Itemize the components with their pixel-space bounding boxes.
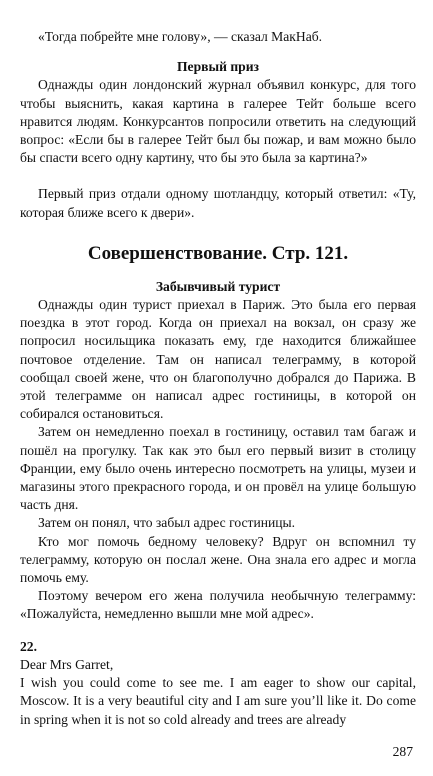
top-quote: «Тогда побрейте мне голову», — сказал МакНаб. — [38, 29, 323, 44]
letter-body: I wish you could come to see me. I am eager to show our capital, Moscow. It is a very beautiful city and I am sure you’ll like it. Do come in spring when it is not so cold already and trees are already — [20, 675, 416, 727]
page-content — [20, 28, 416, 729]
story-paragraph: Кто мог помочь бедному человеку? Вдруг он вспомнил ту телеграмму, которую он послал жене. Она знала его адрес и могла помочь ему. — [20, 533, 416, 586]
section-heading: Совершенствование. Стр. 121. — [87, 242, 349, 264]
story-paragraph: Однажды один турист приехал в Париж. Это была его первая поездка в этот город. Когда он приехал на вокзал, он сразу же попросил носильщика показать ему, где находится ближайшее почтовое отделение. Там он написал телеграмму, в которой сообщал своей жене, что он благополучно добрался до Парижа. В этой телеграмме он написал адрес гостиницы, в которой он собирался остановиться. — [20, 297, 416, 422]
page-number: 287 — [392, 744, 413, 759]
first-prize-paragraph: Однажды один лондонский журнал объявил конкурс, для того чтобы выяснить, какая картина в галерее Тейт больше всего нравится людям. Конкурсантов попросили ответить на следующий вопрос: «Если бы в галерее Тейт был бы пожар, и вам можно было бы спасти всего одну картину, что бы это была за картина?» — [20, 77, 416, 166]
story-paragraph: Затем он немедленно поехал в гостиницу, оставил там багаж и пошёл на прогулку. Так как это был его первый визит в столицу Франции, ему было очень интересно посмотреть на улицы, музеи и магазины этого прекрасного города, и он провёл на улице большую часть дня. — [20, 424, 416, 513]
story-paragraph: Поэтому вечером его жена получила необычную телеграмму: «Пожалуйста, немедленно вышли мне мой адрес». — [20, 588, 416, 622]
story-paragraph: Затем он понял, что забыл адрес гостиницы. — [38, 515, 296, 531]
letter-salutation: Dear Mrs Garret, — [20, 656, 114, 672]
exercise-number: 22. — [20, 638, 37, 654]
first-prize-answer: Первый приз отдали одному шотландцу, который ответил: «Ту, которая ближе всего к двери». — [20, 186, 416, 220]
story-heading: Забывчивый турист — [155, 278, 281, 294]
first-prize-heading: Первый приз — [176, 59, 260, 75]
